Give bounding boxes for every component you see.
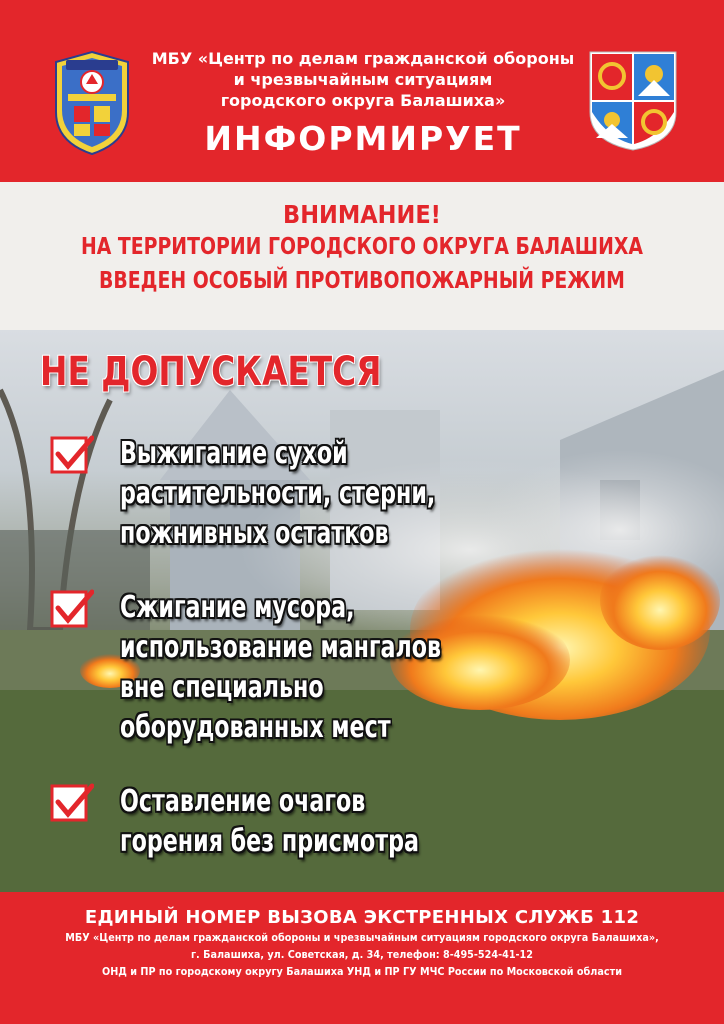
prohibited-item-text xyxy=(120,782,419,862)
civil-defense-emblem-icon xyxy=(52,50,132,156)
checkbox-checked-icon xyxy=(50,434,94,474)
attention-line: ВВЕДЕН ОСОБЫЙ ПРОТИВОПОЖАРНЫЙ РЕЖИМ xyxy=(99,268,625,294)
attention-line: НА ТЕРРИТОРИИ ГОРОДСКОГО ОКРУГА БАЛАШИХА xyxy=(80,234,644,260)
org-name-line: и чрезвычайным ситуациям xyxy=(233,70,493,89)
checkbox-checked-icon xyxy=(50,588,94,628)
prohibited-item-text xyxy=(120,588,441,748)
header-banner xyxy=(0,0,724,182)
prohibited-item-text xyxy=(120,434,435,554)
org-name-line: городского округа Балашиха» xyxy=(220,91,506,110)
emergency-number: ЕДИНЫЙ НОМЕР ВЫЗОВА ЭКСТРЕННЫХ СЛУЖБ 112 xyxy=(84,907,640,928)
attention-section xyxy=(0,182,724,330)
item-line: Выжигание сухой xyxy=(120,436,348,471)
footer-address-line: ОНД и ПР по городскому округу Балашиха УНД и ПР ГУ МЧС России по Московской области xyxy=(101,966,622,978)
attention-title: ВНИМАНИЕ! xyxy=(283,200,441,229)
checkbox-checked-icon xyxy=(50,782,94,822)
org-name-line: МБУ «Центр по делам гражданской обороны xyxy=(151,49,575,68)
item-line: Сжигание мусора, xyxy=(120,590,355,625)
footer-address-line: г. Балашиха, ул. Советская, д. 34, телефон: 8-495-524-41-12 xyxy=(191,949,533,961)
organization-block xyxy=(140,48,586,159)
footer-address-line: МБУ «Центр по делам гражданской обороны и чрезвычайным ситуациям городского округа Балашиха», xyxy=(65,932,659,944)
not-allowed-heading: НЕ ДОПУСКАЕТСЯ xyxy=(40,349,382,395)
item-line: горения без присмотра xyxy=(120,824,419,859)
city-coat-of-arms-icon xyxy=(588,50,678,152)
item-line: растительности, стерни, xyxy=(120,476,436,511)
item-line: вне специально xyxy=(120,670,324,705)
item-line: оборудованных мест xyxy=(120,710,391,745)
item-line: использование мангалов xyxy=(120,630,442,665)
footer-banner xyxy=(0,892,724,1024)
item-line: Оставление очагов xyxy=(120,784,366,819)
informs-heading: ИНФОРМИРУЕТ xyxy=(204,119,522,158)
item-line: пожнивных остатков xyxy=(120,516,389,551)
grass-fire-photo xyxy=(0,330,724,892)
